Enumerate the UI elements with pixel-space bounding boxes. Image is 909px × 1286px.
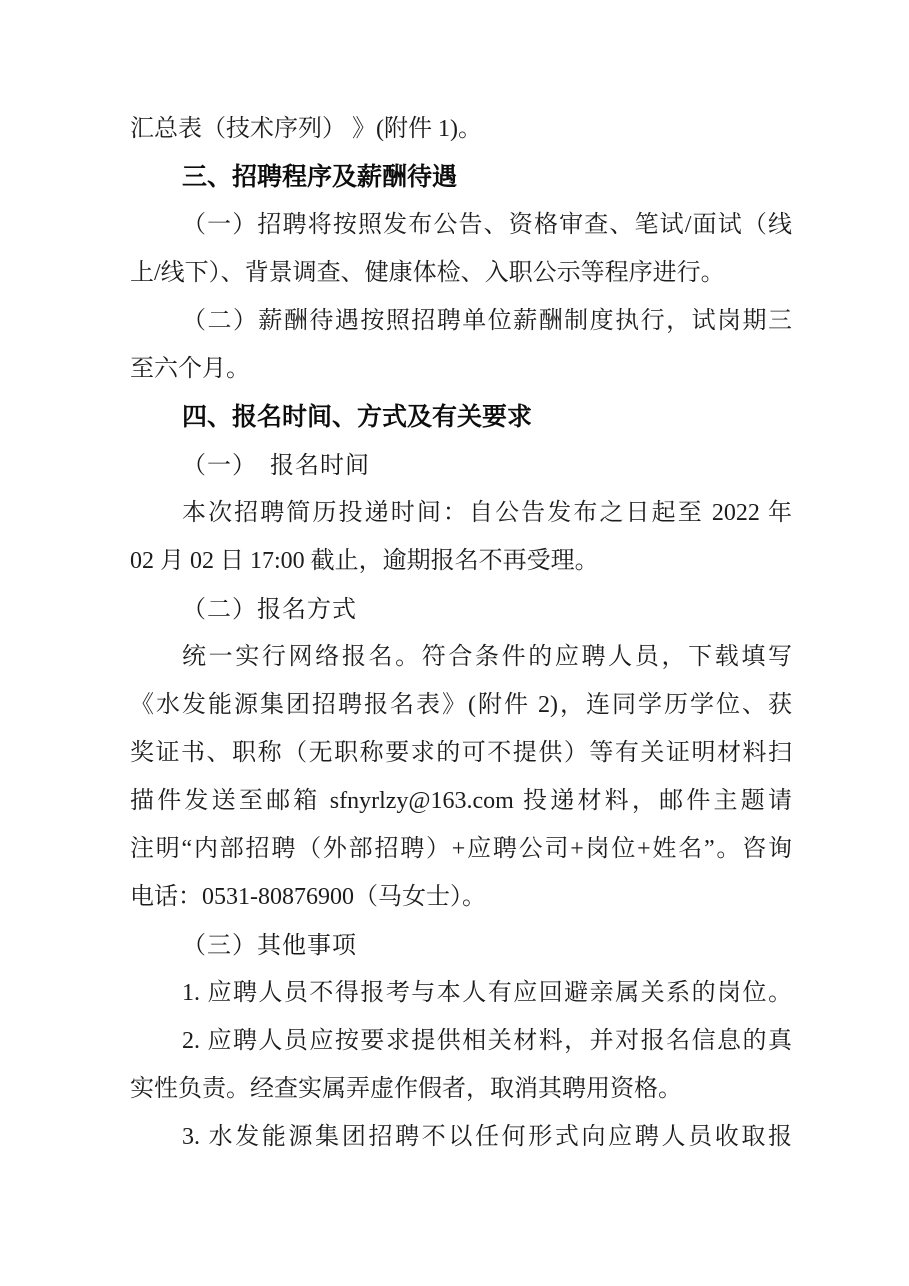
paragraph-application-method-line-1: 统一实行网络报名。符合条件的应聘人员，下载填写 xyxy=(182,644,792,670)
paragraph-application-method-line-3: 奖证书、职称（无职称要求的可不提供）等有关证明材料扫 xyxy=(130,740,792,766)
paragraph-application-method-line-2: 《水发能源集团招聘报名表》(附件 2)，连同学历学位、获 xyxy=(130,692,792,718)
section-heading-recruitment-procedure: 三、招聘程序及薪酬待遇 xyxy=(182,163,458,191)
paragraph-application-time-line-1: 本次招聘简历投递时间：自公告发布之日起至 2022 年 xyxy=(182,500,792,526)
paragraph-other-item-1: 1. 应聘人员不得报考与本人有应回避亲属关系的岗位。 xyxy=(182,980,792,1006)
paragraph-application-method-line-5: 注明“内部招聘（外部招聘）+应聘公司+岗位+姓名”。咨询 xyxy=(130,836,792,862)
document-text-block xyxy=(130,105,792,1161)
paragraph-procedure-line-2: 上/线下）、背景调查、健康体检、入职公示等程序进行。 xyxy=(130,260,725,286)
paragraph-application-method-line-4: 描件发送至邮箱 sfnyrlzy@163.com 投递材料，邮件主题请 xyxy=(130,788,792,814)
subsection-heading-application-time: （一） 报名时间 xyxy=(182,451,370,479)
paragraph-salary-line-1: （二）薪酬待遇按照招聘单位薪酬制度执行，试岗期三 xyxy=(182,308,792,334)
subsection-heading-application-method: （二）报名方式 xyxy=(182,595,357,623)
paragraph-salary-line-2: 至六个月。 xyxy=(130,356,250,382)
section-heading-application: 四、报名时间、方式及有关要求 xyxy=(182,403,533,431)
paragraph-other-item-3-line-1: 3. 水发能源集团招聘不以任何形式向应聘人员收取报 xyxy=(182,1124,792,1150)
paragraph-other-item-2-line-2: 实性负责。经查实属弄虚作假者，取消其聘用资格。 xyxy=(130,1076,682,1102)
attachment1-reference-line: 汇总表（技术序列） 》(附件 1)。 xyxy=(130,116,482,142)
subsection-heading-other-matters: （三）其他事项 xyxy=(182,931,357,959)
paragraph-application-time-line-2: 02 月 02 日 17:00 截止，逾期报名不再受理。 xyxy=(130,548,599,574)
paragraph-other-item-2-line-1: 2. 应聘人员应按要求提供相关材料，并对报名信息的真 xyxy=(182,1028,792,1054)
paragraph-application-method-line-6: 电话：0531-80876900（马女士）。 xyxy=(130,884,486,910)
paragraph-procedure-line-1: （一）招聘将按照发布公告、资格审查、笔试/面试（线 xyxy=(182,212,792,238)
